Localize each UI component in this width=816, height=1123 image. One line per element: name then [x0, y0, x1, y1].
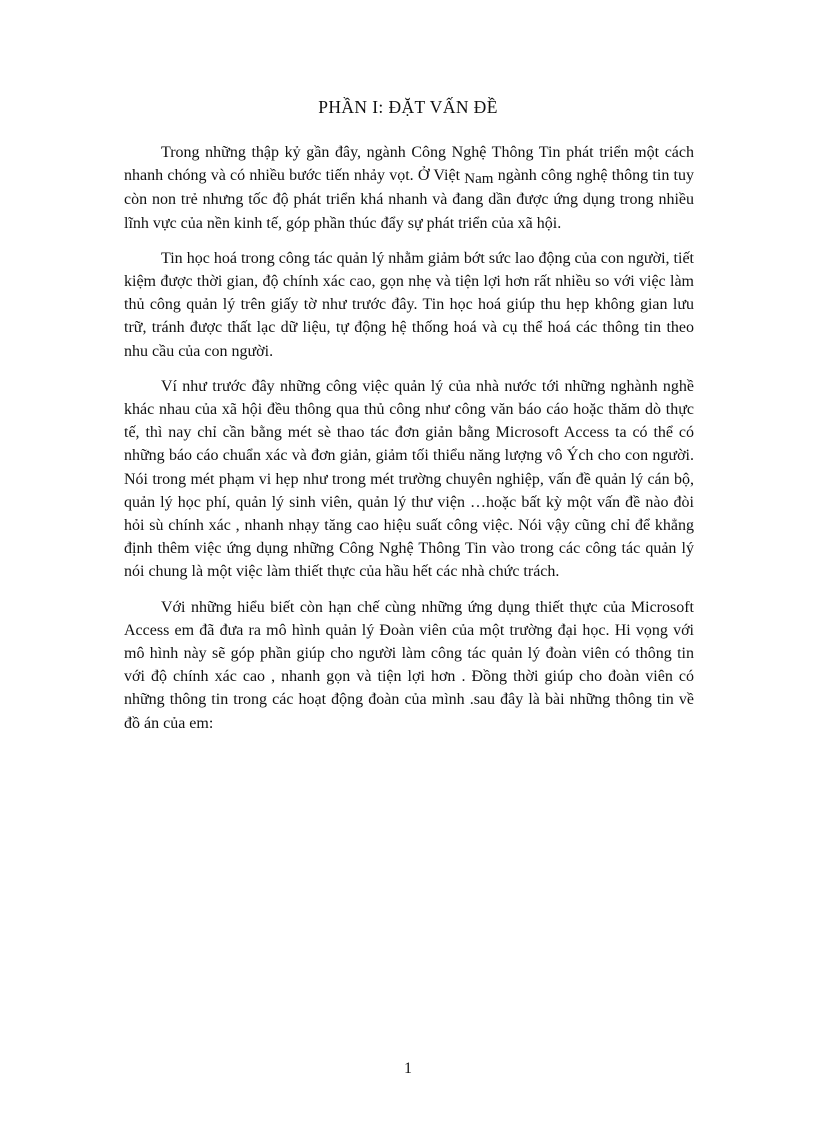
paragraph-computerization: Tin học hoá trong công tác quản lý nhằm giảm bớt sức lao động của con người, tiết kiệm được thời gian, độ chính xác cao, gọn nhẹ và tiện lợi hơn rất nhiều so với việc làm thủ công quản lý trên giấy tờ như trước đây. Tin học hoá giúp thu hẹp không gian lưu trữ, tránh được thất lạc dữ liệu, tự động hệ thống hoá và cụ thể hoá các thông tin theo nhu cầu của con người.: [124, 249, 694, 360]
page-number: 1: [404, 1060, 412, 1077]
paragraph-management-examples: Ví như trước đây những công việc quản lý của nhà nước tới những nghành nghề khác nhau của xã hội đều thông qua thủ công như công văn báo cáo hoặc thăm dò thực tế, thì nay chỉ cần bằng mét sè thao tác đơn giản bằng Microsoft Access ta có thể có những báo cáo chuẩn xác và đơn giản, giảm tối thiểu năng lượng vô Ých cho con người. Nói trong mét phạm vi hẹp như trong mét trường chuyên nghiệp, vấn đề quản lý cán bộ, quản lý học phí, quản lý sinh viên, quản lý thư viện …hoặc bất kỳ một vấn đề nào đòi hỏi sù chính xác , nhanh nhạy tăng cao hiệu suất công việc. Nói vậy cũng chỉ để khẳng định thêm việc ứng dụng những Công Nghệ Thông Tin vào trong các công tác quản lý nói chung là một việc làm thiết thực của hầu hết các nhà chức trách.: [124, 377, 694, 581]
paragraph-project-summary: Với những hiểu biết còn hạn chế cùng những ứng dụng thiết thực của Microsoft Access em đã đưa ra mô hình quản lý Đoàn viên của một trường đại học. Hi vọng với mô hình này sẽ góp phần giúp cho người làm công tác quản lý đoàn viên có thông tin với độ chính xác cao , nhanh gọn và tiện lợi hơn . Đồng thời giúp cho đoàn viên có những thông tin trong các hoạt động đoàn của mình .sau đây là bài những thông tin về đồ án của em:: [124, 598, 694, 732]
paragraph-intro: [124, 141, 694, 235]
lowered-word: Nam: [464, 171, 494, 188]
paragraph-intro-text-start: Trong những thập kỷ gần đây, ngành Công Nghệ Thông Tin phát triển một cách nhanh chóng và có nhiều bước tiến nhảy vọt. Ở Việt: [124, 144, 694, 185]
paragraph-intro-text-end: ngành công nghệ thông tin tuy còn non trẻ nhưng tốc độ phát triển khá nhanh và đang dần được ứng dụng trong nhiều lĩnh vực của nền kinh tế, góp phần thúc đẩy sự phát triển của xã hội.: [124, 167, 695, 232]
page-title: PHẦN I: ĐẶT VẤN ĐỀ: [318, 97, 498, 117]
document-body: [124, 141, 694, 747]
